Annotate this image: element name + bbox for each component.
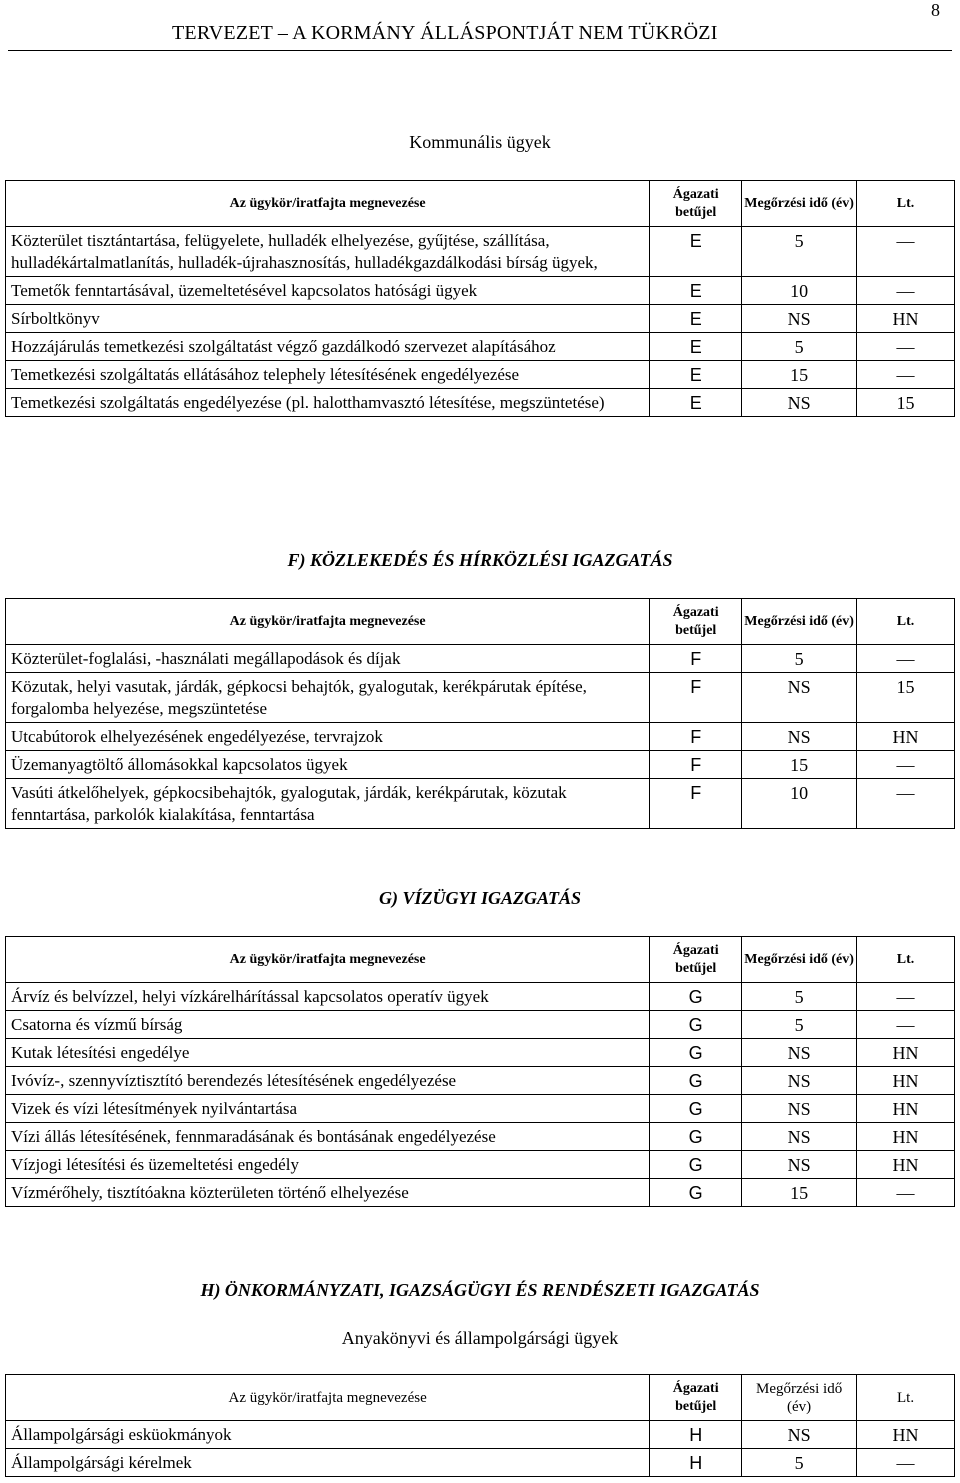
row-sector: E — [650, 333, 742, 361]
table-header-row — [6, 181, 955, 227]
table-header-row — [6, 599, 955, 645]
table-body — [6, 227, 955, 417]
row-desc: Közutak, helyi vasutak, járdák, gépkocsi behajtók, gyalogutak, kerékpárutak építése, forgalomba helyezése, megszüntetése — [6, 673, 650, 723]
page-number: 8 — [931, 0, 940, 20]
row-desc: Vízjogi létesítési és üzemeltetési engedély — [6, 1151, 650, 1179]
row-retention: 10 — [742, 277, 857, 305]
table-row — [6, 1123, 955, 1151]
row-desc: Csatorna és vízmű bírság — [6, 1011, 650, 1039]
table-header-row — [6, 1375, 955, 1421]
row-retention: NS — [742, 1095, 857, 1123]
row-desc: Kutak létesítési engedélye — [6, 1039, 650, 1067]
table-row — [6, 1151, 955, 1179]
col-header-retention: Megőrzési idő (év) — [742, 1375, 857, 1421]
row-sector: G — [650, 1039, 742, 1067]
row-retention: 15 — [742, 1179, 857, 1207]
table-body — [6, 645, 955, 829]
row-retention: 15 — [742, 361, 857, 389]
row-desc: Vizek és vízi létesítmények nyilvántartása — [6, 1095, 650, 1123]
col-header-archive: Lt. — [857, 599, 955, 645]
table-row — [6, 779, 955, 829]
row-sector: G — [650, 1179, 742, 1207]
table-row — [6, 645, 955, 673]
row-sector: E — [650, 361, 742, 389]
row-desc: Temetkezési szolgáltatás engedélyezése (pl. halotthamvasztó létesítése, megszüntetése) — [6, 389, 650, 417]
row-archive: — — [857, 333, 955, 361]
col-header-retention: Megőrzési idő (év) — [742, 181, 857, 227]
row-sector: F — [650, 779, 742, 829]
table-body — [6, 983, 955, 1207]
row-archive: HN — [857, 1123, 955, 1151]
row-retention: 5 — [742, 1449, 857, 1477]
row-desc: Temetkezési szolgáltatás ellátásához telephely létesítésének engedélyezése — [6, 361, 650, 389]
row-retention: NS — [742, 673, 857, 723]
row-desc: Állampolgársági kérelmek — [6, 1449, 650, 1477]
row-desc: Közterület-foglalási, -használati megállapodások és díjak — [6, 645, 650, 673]
col-header-archive: Lt. — [857, 937, 955, 983]
section-title-vizugy: G) VÍZÜGYI IGAZGATÁS — [378, 888, 582, 908]
table-row — [6, 1011, 955, 1039]
row-archive: — — [857, 361, 955, 389]
row-desc: Vízi állás létesítésének, fennmaradásának és bontásának engedélyezése — [6, 1123, 650, 1151]
row-sector: F — [650, 673, 742, 723]
header-rule — [8, 50, 952, 51]
row-sector: G — [650, 1011, 742, 1039]
col-header-desc: Az ügykör/iratfajta megnevezése — [6, 1375, 650, 1421]
table-row — [6, 361, 955, 389]
row-desc: Temetők fenntartásával, üzemeltetésével kapcsolatos hatósági ügyek — [6, 277, 650, 305]
row-desc: Hozzájárulás temetkezési szolgáltatást végző gazdálkodó szervezet alapításához — [6, 333, 650, 361]
table-row — [6, 1039, 955, 1067]
row-archive: — — [857, 779, 955, 829]
row-archive: HN — [857, 1095, 955, 1123]
table-kozlekedes — [5, 598, 955, 829]
row-retention: NS — [742, 1039, 857, 1067]
table-onkormanyzati — [5, 1374, 955, 1477]
row-archive: HN — [857, 305, 955, 333]
section-title-onkormanyzati: H) ÖNKORMÁNYZATI, IGAZSÁGÜGYI ÉS RENDÉSZETI IGAZGATÁS — [200, 1280, 760, 1300]
row-sector: G — [650, 983, 742, 1011]
row-desc: Közterület tisztántartása, felügyelete, hulladék elhelyezése, gyűjtése, szállítása, hulladékártalmatlanítás, hulladék-újrahasznosítás, hulladékgazdálkodási bírság ügyek, — [6, 227, 650, 277]
section-subtitle-anyakonyvi: Anyakönyvi és állampolgársági ügyek — [341, 1328, 619, 1348]
row-retention: 5 — [742, 333, 857, 361]
row-sector: E — [650, 227, 742, 277]
row-archive: — — [857, 1011, 955, 1039]
row-retention: 5 — [742, 227, 857, 277]
row-archive: — — [857, 645, 955, 673]
row-retention: 10 — [742, 779, 857, 829]
table-vizugy — [5, 936, 955, 1207]
col-header-retention: Megőrzési idő (év) — [742, 937, 857, 983]
row-sector: H — [650, 1449, 742, 1477]
table-header-row — [6, 937, 955, 983]
row-sector: F — [650, 723, 742, 751]
row-retention: NS — [742, 1067, 857, 1095]
row-desc: Vasúti átkelőhelyek, gépkocsibehajtók, gyalogutak, járdák, kerékpárutak, közutak fenntartása, parkolók kialakítása, fenntartása — [6, 779, 650, 829]
table-kommunalis — [5, 180, 955, 417]
table-row — [6, 983, 955, 1011]
row-desc: Árvíz és belvízzel, helyi vízkárelhárítással kapcsolatos operatív ügyek — [6, 983, 650, 1011]
section-title-kozlekedes: F) KÖZLEKEDÉS ÉS HÍRKÖZLÉSI IGAZGATÁS — [287, 550, 673, 570]
row-sector: F — [650, 645, 742, 673]
row-retention: NS — [742, 1123, 857, 1151]
row-archive: HN — [857, 1421, 955, 1449]
table-row — [6, 389, 955, 417]
table-row — [6, 1067, 955, 1095]
row-retention: 15 — [742, 751, 857, 779]
col-header-sector: Ágazati betűjel — [650, 937, 742, 983]
table-row — [6, 723, 955, 751]
col-header-desc: Az ügykör/iratfajta megnevezése — [6, 937, 650, 983]
row-archive: HN — [857, 1067, 955, 1095]
row-archive: — — [857, 751, 955, 779]
section-title-kommunalis: Kommunális ügyek — [409, 132, 551, 152]
row-retention: NS — [742, 389, 857, 417]
col-header-sector: Ágazati betűjel — [650, 181, 742, 227]
row-archive: — — [857, 1179, 955, 1207]
col-header-archive: Lt. — [857, 181, 955, 227]
row-sector: E — [650, 305, 742, 333]
row-retention: 5 — [742, 645, 857, 673]
running-header: TERVEZET – A KORMÁNY ÁLLÁSPONTJÁT NEM TÜKRÖZI — [172, 22, 718, 44]
row-sector: F — [650, 751, 742, 779]
row-archive: HN — [857, 1151, 955, 1179]
row-archive: HN — [857, 723, 955, 751]
row-sector: G — [650, 1095, 742, 1123]
table-row — [6, 1179, 955, 1207]
row-archive: 15 — [857, 673, 955, 723]
table-row — [6, 1421, 955, 1449]
row-sector: G — [650, 1067, 742, 1095]
table-row — [6, 277, 955, 305]
row-retention: NS — [742, 1421, 857, 1449]
row-desc: Vízmérőhely, tisztítóakna közterületen történő elhelyezése — [6, 1179, 650, 1207]
row-retention: NS — [742, 305, 857, 333]
row-sector: G — [650, 1151, 742, 1179]
row-archive: — — [857, 983, 955, 1011]
row-archive: — — [857, 277, 955, 305]
row-archive: HN — [857, 1039, 955, 1067]
table-row — [6, 1449, 955, 1477]
row-archive: — — [857, 227, 955, 277]
row-desc: Utcabútorok elhelyezésének engedélyezése, tervrajzok — [6, 723, 650, 751]
col-header-sector: Ágazati betűjel — [650, 1375, 742, 1421]
row-desc: Sírboltkönyv — [6, 305, 650, 333]
row-retention: 5 — [742, 983, 857, 1011]
col-header-desc: Az ügykör/iratfajta megnevezése — [6, 181, 650, 227]
table-body — [6, 1421, 955, 1477]
table-row — [6, 1095, 955, 1123]
col-header-desc: Az ügykör/iratfajta megnevezése — [6, 599, 650, 645]
row-sector: E — [650, 277, 742, 305]
row-retention: NS — [742, 723, 857, 751]
col-header-archive: Lt. — [857, 1375, 955, 1421]
row-retention: NS — [742, 1151, 857, 1179]
col-header-sector: Ágazati betűjel — [650, 599, 742, 645]
table-row — [6, 305, 955, 333]
row-desc: Állampolgársági esküokmányok — [6, 1421, 650, 1449]
row-desc: Üzemanyagtöltő állomásokkal kapcsolatos ügyek — [6, 751, 650, 779]
col-header-retention: Megőrzési idő (év) — [742, 599, 857, 645]
row-sector: E — [650, 389, 742, 417]
table-row — [6, 227, 955, 277]
table-row — [6, 673, 955, 723]
row-sector: H — [650, 1421, 742, 1449]
table-row — [6, 751, 955, 779]
row-archive: — — [857, 1449, 955, 1477]
row-retention: 5 — [742, 1011, 857, 1039]
row-desc: Ivóvíz-, szennyvíztisztító berendezés létesítésének engedélyezése — [6, 1067, 650, 1095]
row-archive: 15 — [857, 389, 955, 417]
row-sector: G — [650, 1123, 742, 1151]
table-row — [6, 333, 955, 361]
